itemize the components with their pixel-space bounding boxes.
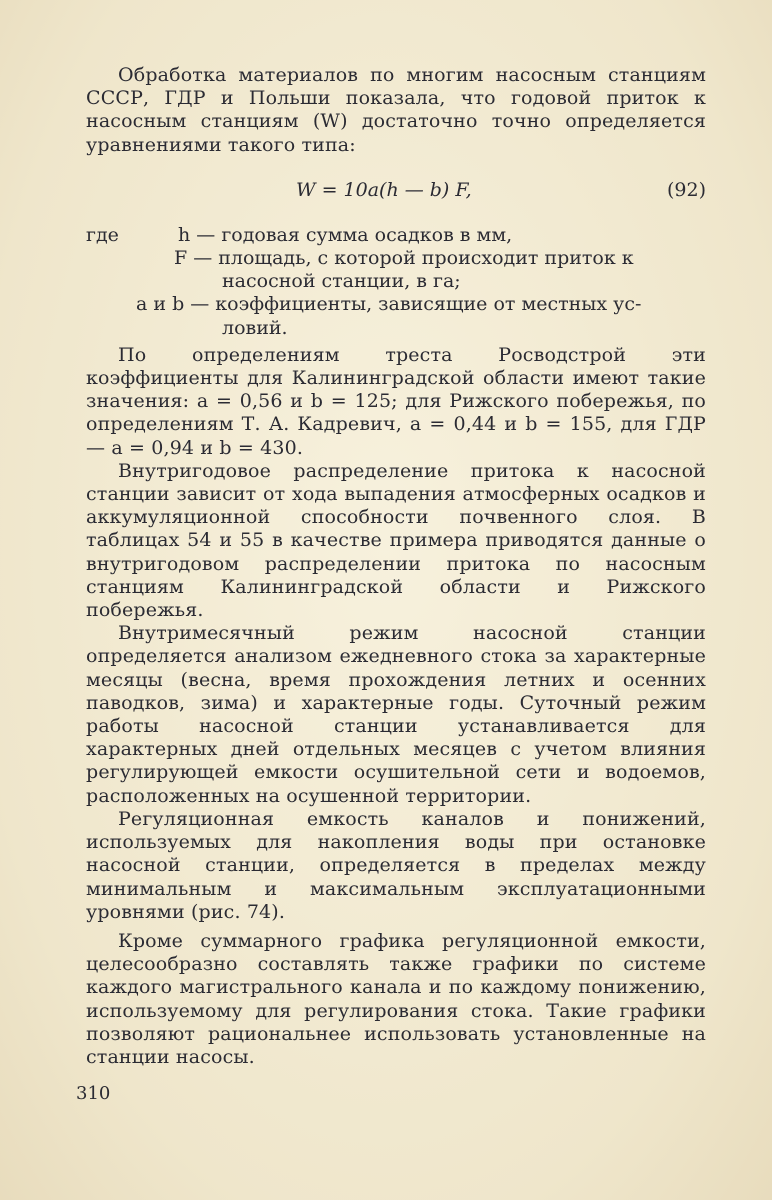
formula-expression: W = 10a(h — b) F,: [296, 178, 472, 201]
paragraph-monthly-regime: Внутримесячный режим насосной станции определяется анализом ежедневного стока за характерные месяцы (весна, время прохождения летних и осенних паводков, зима) и характерные годы. Суточный режим работы насосной станции устанавливается для характерных дней отдельных месяцев с учетом влияния регулирующей емкости осушительной сети и водоемов, расположенных на осушенной территории.: [86, 622, 706, 807]
formula-block: [86, 170, 706, 210]
definition-F-line2: насосной станции, в га;: [222, 270, 461, 293]
paragraph-intro: Обработка материалов по многим насосным станциям СССР, ГДР и Польши показала, что годовой приток к насосным станциям (W) достаточно точно определяется уравнениями такого типа:: [86, 64, 706, 156]
definitions-block: [86, 224, 706, 340]
paragraph-coefficients: По определениям треста Росводстрой эти коэффициенты для Калининградской области имеют такие значения: a = 0,56 и b = 125; для Рижского побережья, по определениям Т. А. Кадревич, a = 0,44 и b = 155, для ГДР — a = 0,94 и b = 430.: [86, 343, 706, 459]
definition-F: [86, 247, 706, 293]
definition-ab: [86, 293, 706, 339]
paragraph-graphs: Кроме суммарного графика регуляционной емкости, целесообразно составлять также графики по системе каждого магистрального канала и по каждому понижению, используемому для регулирования стока. Такие графики позволяют рациональнее использовать установленные на станции насосы.: [86, 929, 706, 1068]
definition-F-line1: F — площадь, с которой происходит приток к: [174, 247, 634, 270]
page-number: 310: [76, 1083, 111, 1104]
definition-ab-line2: ловий.: [222, 316, 288, 339]
definition-where-label: где: [86, 223, 119, 246]
paragraph-annual-distribution: Внутригодовое распределение притока к насосной станции зависит от хода выпадения атмосферных осадков и аккумуляционной способности почвенного слоя. В таблицах 54 и 55 в качестве примера приводятся данные о внутригодовом распределении притока по насосным станциям Калининградской области и Рижского побережья.: [86, 459, 706, 622]
formula-number: (92): [666, 178, 706, 201]
definition-h-text: h — годовая сумма осадков в мм,: [178, 223, 513, 246]
definition-h: [86, 224, 706, 247]
paragraph-regulating-capacity: Регуляционная емкость каналов и понижений, используемых для накопления воды при остановке насосной станции, определяется в пределах между минимальным и максимальным эксплуатационными уровнями (рис. 74).: [86, 807, 706, 923]
definition-ab-line1: a и b — коэффициенты, зависящие от местных ус-: [136, 293, 642, 316]
